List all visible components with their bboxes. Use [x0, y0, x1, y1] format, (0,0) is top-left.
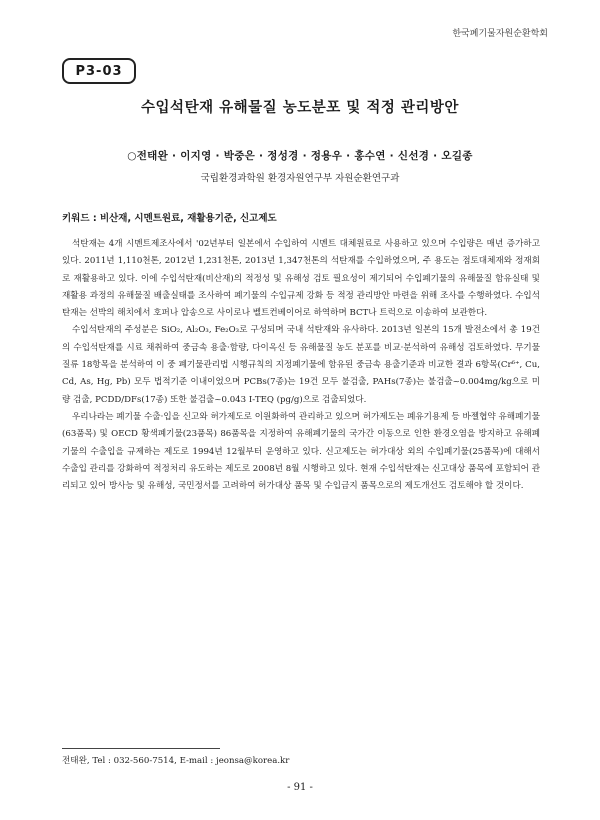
- paper-code-badge: P3-03: [62, 58, 136, 84]
- affiliation: 국립환경과학원 환경자원연구부 자원순환연구과: [200, 173, 400, 184]
- corresponding-author-footnote: 전태완, Tel : 032-560-7514, E-mail : jeonsa@korea.kr: [62, 756, 290, 766]
- keywords: 키워드 : 비산재, 시멘트원료, 재활용기준, 신고제도: [62, 213, 277, 224]
- page-number: - 91 -: [287, 782, 313, 793]
- footnote-divider: [62, 748, 220, 749]
- body-paragraph-2: 수입석탄재의 주성분은 SiO₂, Al₂O₃, Fe₂O₃로 구성되며 국내 석탄재와 유사하다. 2013년 일본의 15개 발전소에서 총 19건의 수입석탄재를 시료 채취하여 중금속 용출·함량, 다이옥신 등 유해물질 농도 분포를 비교·분석하여 유해성 검토하였다. 무기물질류 18항목을 분석하여 이 중 폐기물관리법 시행규칙의 지정폐기물에 함유된 중금속 용출기준과 비교한 결과 6항목(Cr⁶⁺, Cu, Cd, As, Hg, Pb) 모두 법적기준 이내이었으며 PCBs(7종)는 19건 모두 불검출, PAHs(7종)는 불검출~0.004mg/kg으로 미량 검출, PCDD/DFs(17종) 또한 불검출~0.043 I-TEQ (pg/g)으로 검출되었다.: [62, 325, 540, 405]
- abstract-body: [62, 236, 540, 495]
- body-paragraph-3: 우리나라는 폐기물 수출·입을 신고와 허가제도로 이원화하여 관리하고 있으며 허가제도는 폐유기용제 등 바젤협약 유해폐기물(63품목) 및 OECD 황색폐기물(23품목) 86품목을 지정하여 유해폐기물의 국가간 이동으로 인한 환경오염을 방지하고 유해폐기물의 수출입을 규제하는 제도로 1994년 12월부터 운영하고 있다. 신고제도는 허가대상 외의 수입폐기물(25품목)에 대해서 수출입 관리를 강화하여 적정처리 유도하는 제도로 2008년 8월 시행하고 있다. 현재 수입석탄재는 신고대상 품목에 포함되어 관리되고 있어 방사능 및 유해성, 국민정서를 고려하여 허가대상 품목 및 수입금지 품목으로의 제도개선도 검토해야 할 것이다.: [62, 411, 540, 492]
- paper-title: 수입석탄재 유해물질 농도분포 및 적정 관리방안: [141, 100, 459, 116]
- body-paragraph-1: 석탄재는 4개 시멘트제조사에서 '02년부터 일본에서 수입하여 시멘트 대체원료로 사용하고 있으며 수입량은 매년 증가하고 있다. 2011년 1,110천톤, 2012년 1,231천톤, 2013년 1,347천톤의 석탄재를 수입하였으며, 주 용도는 점토대체재와 정재회로 재활용하고 있다. 이에 수입석탄재(비산재)의 적정성 및 유해성 검토 필요성이 제기되어 수입폐기물의 유해물질 함유실태 및 재활용 과정의 유해물질 배출실태를 조사하여 폐기물의 수입규제 강화 등 적정 관리방안 마련을 위해 조사를 수행하였다. 수입석탄재는 선박의 해치에서 호퍼나 압송으로 사이로나 벨트컨베이어로 하역하며 BCT나 트럭으로 이송하여 보관한다.: [62, 239, 540, 319]
- society-header: 한국폐기물자원순환학회: [452, 29, 548, 39]
- author-list: ○전태완 · 이지영 · 박중은 · 정성경 · 정용우 · 홍수연 · 신선경 · 오길종: [127, 150, 473, 162]
